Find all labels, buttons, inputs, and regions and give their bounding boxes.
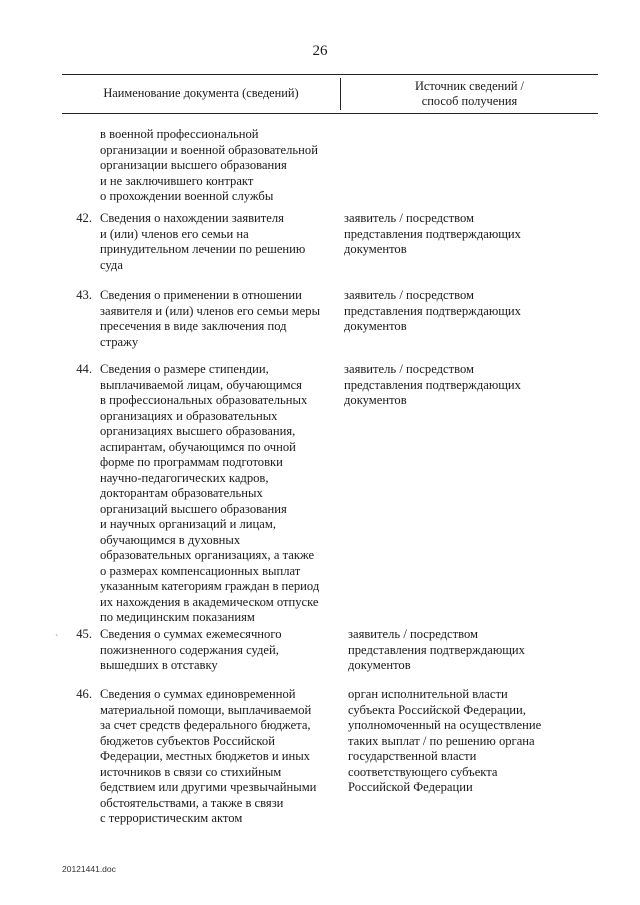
source-line: представления подтверждающих [344,226,521,241]
row-number: 43. [76,288,92,302]
row-number: 45. [76,627,92,641]
header-source-line: Источник сведений / [414,79,525,93]
margin-mark: ` [55,634,59,645]
name-line: Федерации, местных бюджетов и иных [100,749,310,763]
name-line: принудительном лечении по решению [100,242,306,256]
source-line: заявитель / посредством [348,627,479,641]
name-line: аспирантам, обучающимся по очной [100,439,296,454]
source-line: заявитель / посредством [344,362,475,376]
page-number: 26 [312,43,328,59]
row-number: 44. [76,362,92,376]
name-line: Сведения о применении в отношении [100,288,302,302]
name-line: организаций высшего образования [100,501,287,516]
name-line: бедствием или другими чрезвычайными [100,780,317,794]
source-line: представления подтверждающих [344,377,521,392]
row-document-name [100,127,340,205]
name-line: в профессиональных образовательных [100,393,308,407]
source-line: заявитель / посредством [344,211,475,225]
row-source [348,627,553,674]
name-line: пресечения в виде заключения под [100,319,287,333]
source-line: заявитель / посредством [344,288,475,302]
name-line: организациях высшего образования, [100,424,296,438]
source-line: документов [344,393,407,407]
name-line: Сведения о суммах единовременной [100,687,296,701]
name-line: с террористическим актом [100,811,243,825]
source-line: представления подтверждающих [344,303,521,318]
source-line: Российской Федерации [348,780,473,794]
name-line: докторантам образовательных [100,486,263,500]
source-line: документов [348,658,411,672]
row-source [344,288,549,335]
name-line: бюджетов субъектов Российской [100,733,275,748]
name-line: пожизненного содержания судей, [100,642,279,657]
name-line: суда [100,257,123,272]
name-line: обучающимся в духовных [100,532,241,547]
name-line: научно-педагогических кадров, [100,470,269,485]
footer-filename: 20121441.doc [62,864,116,874]
row-source [344,211,549,258]
source-line: государственной власти [348,749,477,763]
source-line: уполномоченный на осуществление [348,718,542,732]
row-source [348,687,553,796]
header-source-line: способ получения [421,94,518,108]
header-document-name: Наименование документа (сведений) [103,86,299,101]
name-line: и (или) членов его семьи на [100,226,249,241]
name-line: Сведения о нахождении заявителя [100,211,284,225]
source-line: представления подтверждающих [348,642,525,657]
name-line: в военной профессиональной [100,127,259,141]
name-line: стражу [100,334,139,349]
name-line: организации и военной образовательной [100,142,318,157]
row-document-name [100,627,340,674]
name-line: материальной помощи, выплачиваемой [100,702,312,717]
source-line: орган исполнительной власти [348,687,508,701]
source-line: соответствующего субъекта [348,764,498,779]
name-line: и научных организаций и лицам, [100,517,276,531]
name-line: организациях и образовательных [100,408,278,423]
name-line: указанным категориям граждан в период [100,579,320,593]
name-line: по медицинским показаниям [100,610,255,624]
name-line: Сведения о суммах ежемесячного [100,627,282,641]
name-line: вышедших в отставку [100,658,218,672]
source-line: документов [344,319,407,333]
row-number: 42. [76,211,92,225]
row-document-name [100,687,340,827]
row-document-name [100,362,340,626]
row-number: 46. [76,687,92,701]
name-line: их нахождения в академическом отпуске [100,594,319,609]
name-line: заявителя и (или) членов его семьи меры [100,303,321,318]
table-header [62,74,598,114]
name-line: форме по программам подготовки [100,455,283,469]
name-line: о размерах компенсационных выплат [100,563,301,578]
source-line: документов [344,242,407,256]
row-source [344,362,549,409]
row-document-name [100,288,340,350]
name-line: источников в связи со стихийным [100,764,282,779]
source-line: таких выплат / по решению органа [348,733,535,748]
name-line: организации высшего образования [100,158,287,172]
name-line: за счет средств федерального бюджета, [100,718,311,732]
name-line: Сведения о размере стипендии, [100,362,269,376]
name-line: о прохождении военной службы [100,189,274,203]
header-source [341,75,598,113]
name-line: обстоятельствами, а также в связи [100,795,284,810]
name-line: образовательных организациях, а также [100,548,315,562]
name-line: и не заключившего контракт [100,173,254,188]
name-line: выплачиваемой лицам, обучающимся [100,377,302,392]
row-document-name [100,211,340,273]
source-line: субъекта Российской Федерации, [348,702,526,717]
